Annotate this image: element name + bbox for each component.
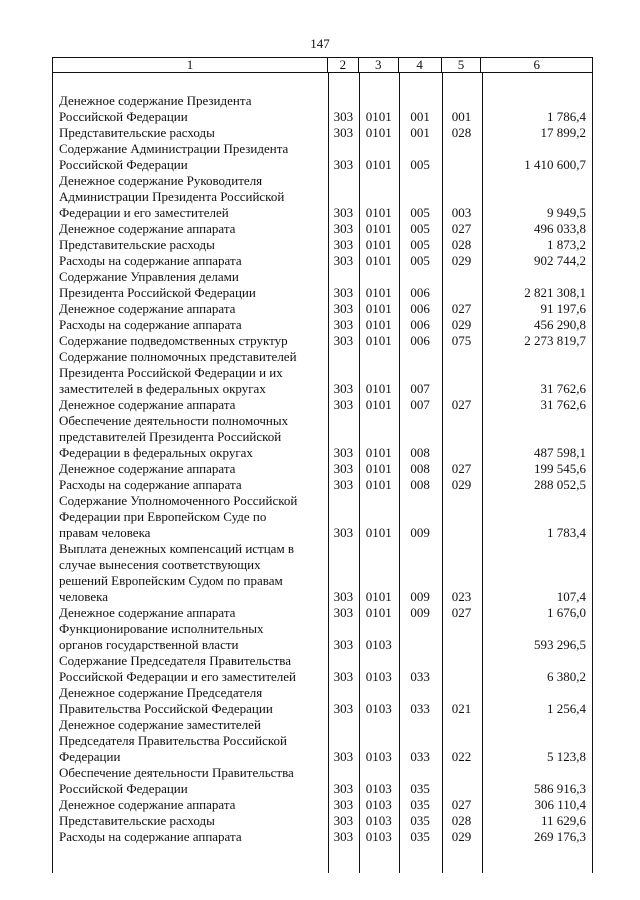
cell-c5: 027 [451,605,472,620]
row-name [53,541,328,605]
column-divider [328,73,329,873]
cell-c4: 005 [410,157,430,172]
cell-c3: 0101 [365,285,392,300]
table-row [53,237,592,253]
row-name [53,173,328,221]
table-row [53,125,592,141]
row-name-line: Федерации и его заместителей [59,205,229,220]
row-name-line: Денежное содержание заместителей [59,717,261,732]
row-name-line: Обеспечение деятельности полномочных [59,413,289,428]
cell-c3: 0101 [365,445,392,460]
table-row [53,461,592,477]
cell-c3: 0103 [365,701,392,716]
row-name [53,717,328,765]
cell-c4: 006 [410,285,430,300]
row-name-line: Администрации Президента Российской [59,189,285,204]
cell-c4: 008 [410,477,430,492]
table-row [53,493,592,541]
cell-c5: 028 [451,237,472,252]
cell-c5: 027 [451,221,472,236]
row-name [53,813,328,829]
cell-c6: 306 110,4 [534,797,586,812]
cell-c3: 0103 [365,669,392,684]
cell-c4: 009 [410,589,430,604]
table-row [53,621,592,653]
cell-c6: 11 629,6 [540,813,586,828]
table-row [53,269,592,301]
row-name-line: органов государственной власти [59,637,239,652]
cell-c2: 303 [333,781,354,796]
row-name-line: Представительские расходы [59,125,215,140]
cell-c2: 303 [333,701,354,716]
cell-c3: 0101 [365,461,392,476]
cell-c2: 303 [333,445,354,460]
cell-c3: 0101 [365,125,392,140]
cell-c3: 0101 [365,397,392,412]
row-name-line: Денежное содержание аппарата [59,301,236,316]
table-row [53,797,592,813]
row-name [53,605,328,621]
cell-c6: 5 123,8 [546,749,586,764]
cell-c4: 035 [410,797,430,812]
cell-c2: 303 [333,397,354,412]
cell-c2: 303 [333,589,354,604]
row-name [53,621,328,653]
cell-c5: 029 [451,253,472,268]
cell-c2: 303 [333,797,354,812]
cell-c6: 269 176,3 [533,829,586,844]
cell-c4: 005 [410,205,430,220]
cell-c5: 029 [451,477,472,492]
row-name-line: Федерации в федеральных округах [59,445,253,460]
page-number: 147 [310,36,330,51]
cell-c6: 107,4 [556,589,586,604]
cell-c2: 303 [333,637,354,652]
table-row [53,173,592,221]
cell-c3: 0101 [365,253,392,268]
cell-c6: 2 821 308,1 [524,285,586,300]
table-row [53,317,592,333]
cell-c3: 0101 [365,605,392,620]
cell-c2: 303 [333,333,354,348]
row-name [53,653,328,685]
cell-c3: 0101 [365,157,392,172]
row-name [53,221,328,237]
row-name-line: человека [59,589,109,604]
cell-c5: 027 [451,397,472,412]
budget-table [52,57,593,873]
row-name-line: Содержание Администрации Президента [59,141,289,156]
header-col-1: 1 [53,58,328,72]
cell-c5: 003 [451,205,472,220]
row-name [53,269,328,301]
header-col-5: 5 [442,58,482,72]
table-row [53,765,592,797]
cell-c6: 593 296,5 [533,637,586,652]
cell-c2: 303 [333,461,354,476]
row-name-line: Расходы на содержание аппарата [59,829,242,844]
row-name [53,301,328,317]
cell-c4: 009 [410,525,430,540]
cell-c4: 035 [410,813,430,828]
cell-c6: 456 290,8 [533,317,586,332]
cell-c2: 303 [333,237,354,252]
cell-c3: 0101 [365,221,392,236]
row-name-line: Денежное содержание аппарата [59,461,236,476]
cell-c4: 006 [410,301,430,316]
row-name-line: правам человека [59,525,151,540]
cell-c5: 027 [451,461,472,476]
row-name [53,461,328,477]
cell-c6: 6 380,2 [546,669,586,684]
table-row [53,413,592,461]
row-name-line: Расходы на содержание аппарата [59,317,242,332]
cell-c4: 035 [410,829,430,844]
row-name-line: Российской Федерации [59,157,188,172]
cell-c3: 0101 [365,301,392,316]
row-name-line: Обеспечение деятельности Правительства [59,765,294,780]
cell-c2: 303 [333,205,354,220]
cell-c6: 1 676,0 [546,605,586,620]
row-name-line: Представительские расходы [59,237,215,252]
table-row [53,477,592,493]
row-name-line: Российской Федерации и его заместителей [59,669,296,684]
table-row [53,253,592,269]
row-name [53,685,328,717]
cell-c3: 0103 [365,781,392,796]
header-col-4: 4 [399,58,442,72]
cell-c5: 029 [451,317,472,332]
cell-c6: 1 783,4 [546,525,586,540]
row-name [53,765,328,797]
cell-c6: 1 256,4 [546,701,586,716]
cell-c3: 0101 [365,381,392,396]
cell-c3: 0103 [365,749,392,764]
row-name-line: Денежное содержание аппарата [59,221,236,236]
cell-c3: 0101 [365,109,392,124]
table-row [53,301,592,317]
cell-c4: 006 [410,317,430,332]
cell-c6: 199 545,6 [533,461,586,476]
row-name [53,317,328,333]
column-divider [442,73,443,873]
table-row [53,717,592,765]
cell-c6: 586 916,3 [533,781,586,796]
cell-c5: 028 [451,813,472,828]
table-header [52,57,593,73]
cell-c3: 0101 [365,237,392,252]
cell-c4: 007 [410,397,430,412]
cell-c3: 0103 [365,813,392,828]
row-name-line: Президента Российской Федерации и их [59,365,283,380]
row-name-line: решений Европейским Судом по правам [59,573,283,588]
table-body [52,73,593,873]
table-row [53,813,592,829]
cell-c4: 007 [410,381,430,396]
cell-c2: 303 [333,829,354,844]
row-name-line: Правительства Российской Федерации [59,701,273,716]
row-name-line: случае вынесения соответствующих [59,557,261,572]
cell-c6: 91 197,6 [540,301,586,316]
cell-c4: 009 [410,605,430,620]
cell-c4: 008 [410,461,430,476]
cell-c2: 303 [333,221,354,236]
cell-c4: 005 [410,237,430,252]
row-name [53,93,328,125]
row-name-line: Расходы на содержание аппарата [59,477,242,492]
cell-c5: 001 [451,109,472,124]
cell-c2: 303 [333,301,354,316]
cell-c6: 2 273 819,7 [524,333,586,348]
cell-c6: 487 598,1 [533,445,586,460]
cell-c4: 001 [410,109,430,124]
cell-c5: 027 [451,797,472,812]
cell-c4: 001 [410,125,430,140]
row-name-line: Представительские расходы [59,813,215,828]
cell-c2: 303 [333,253,354,268]
table-row [53,685,592,717]
cell-c4: 033 [410,669,430,684]
row-name-line: Содержание Уполномоченного Российской [59,493,298,508]
row-name [53,413,328,461]
cell-c2: 303 [333,813,354,828]
row-name [53,141,328,173]
cell-c3: 0101 [365,205,392,220]
row-name-line: Федерации при Европейском Суде по [59,509,267,524]
cell-c3: 0101 [365,477,392,492]
row-name [53,397,328,413]
cell-c2: 303 [333,605,354,620]
header-col-3: 3 [359,58,399,72]
row-name [53,237,328,253]
table-rows [53,73,592,845]
row-name-line: Выплата денежных компенсаций истцам в [59,541,295,556]
cell-c5: 029 [451,829,472,844]
cell-c4: 035 [410,781,430,796]
cell-c5: 075 [451,333,472,348]
cell-c2: 303 [333,525,354,540]
row-name-line: Председателя Правительства Российской [59,733,287,748]
cell-c3: 0101 [365,317,392,332]
table-row [53,141,592,173]
cell-c3: 0103 [365,797,392,812]
row-name [53,253,328,269]
cell-c4: 008 [410,445,430,460]
row-name-line: Содержание Председателя Правительства [59,653,292,668]
row-name [53,797,328,813]
cell-c6: 902 744,2 [533,253,586,268]
cell-c3: 0101 [365,589,392,604]
cell-c2: 303 [333,669,354,684]
cell-c6: 9 949,5 [546,205,586,220]
header-col-6: 6 [533,57,540,72]
cell-c4: 033 [410,749,430,764]
cell-c6: 31 762,6 [540,397,586,412]
cell-c2: 303 [333,381,354,396]
cell-c5: 022 [451,749,472,764]
row-name-line: Российской Федерации [59,109,188,124]
cell-c4: 006 [410,333,430,348]
cell-c5: 023 [451,589,472,604]
row-name-line: Содержание Управления делами [59,269,239,284]
cell-c2: 303 [333,157,354,172]
cell-c6: 288 052,5 [533,477,586,492]
row-name-line: Содержание полномочных представителей [59,349,297,364]
row-name-line: Денежное содержание Руководителя [59,173,263,188]
cell-c6: 1 873,2 [546,237,586,252]
row-name [53,333,328,349]
column-divider [359,73,360,873]
row-name-line: Денежное содержание Президента [59,93,252,108]
row-name-line: представителей Президента Российской [59,429,282,444]
cell-c2: 303 [333,285,354,300]
column-divider [399,73,400,873]
cell-c4: 005 [410,253,430,268]
cell-c2: 303 [333,477,354,492]
column-divider [482,73,483,873]
table-row [53,349,592,397]
row-name-line: Российской Федерации [59,781,188,796]
table-row [53,333,592,349]
row-name [53,125,328,141]
cell-c3: 0101 [365,333,392,348]
table-row [53,829,592,845]
cell-c2: 303 [333,749,354,764]
table-row [53,221,592,237]
row-name-line: Функционирование исполнительных [59,621,264,636]
table-row [53,541,592,605]
cell-c6: 17 899,2 [540,125,586,140]
cell-c6: 1 786,4 [546,109,586,124]
table-row [53,397,592,413]
row-name-line: Денежное содержание аппарата [59,605,236,620]
row-name [53,493,328,541]
cell-c4: 033 [410,701,430,716]
cell-c6: 1 410 600,7 [524,157,586,172]
cell-c4: 005 [410,221,430,236]
row-name-line: Денежное содержание аппарата [59,397,236,412]
cell-c6: 31 762,6 [540,381,586,396]
row-name [53,349,328,397]
cell-c2: 303 [333,317,354,332]
row-name-line: Денежное содержание аппарата [59,797,236,812]
row-name-line: Расходы на содержание аппарата [59,253,242,268]
cell-c2: 303 [333,109,354,124]
cell-c5: 028 [451,125,472,140]
cell-c3: 0103 [365,829,392,844]
row-name [53,829,328,845]
header-col-2: 2 [328,58,359,72]
cell-c5: 021 [451,701,472,716]
row-name [53,477,328,493]
row-name-line: Президента Российской Федерации [59,285,256,300]
cell-c2: 303 [333,125,354,140]
table-row [53,605,592,621]
cell-c6: 496 033,8 [533,221,586,236]
cell-c3: 0101 [365,525,392,540]
row-name-line: Федерации [59,749,121,764]
cell-c3: 0103 [365,637,392,652]
table-row [53,653,592,685]
cell-c5: 027 [451,301,472,316]
row-name-line: заместителей в федеральных округах [59,381,266,396]
row-name-line: Содержание подведомственных структур [59,333,288,348]
row-name-line: Денежное содержание Председателя [59,685,263,700]
table-row [53,93,592,125]
